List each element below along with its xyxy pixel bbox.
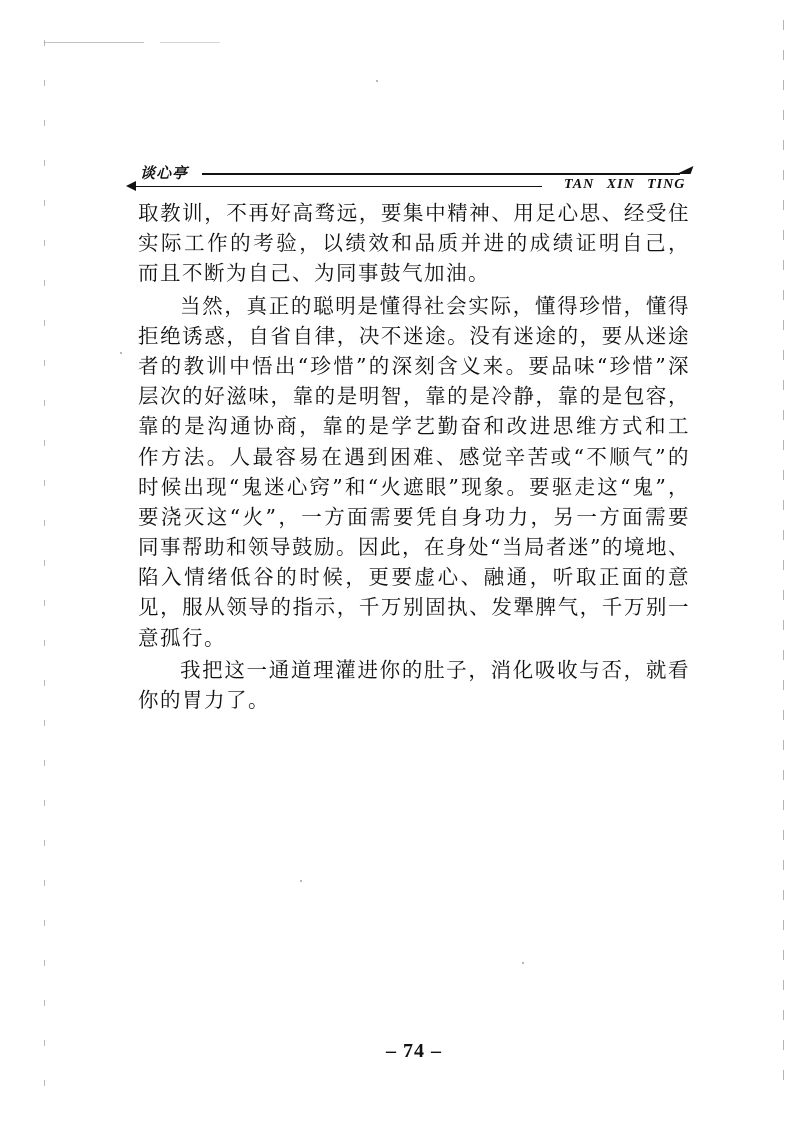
text-line: 陷入情绪低谷的时候，更要虚心、融通，听取正面的意: [138, 565, 690, 590]
scan-speck: [522, 962, 524, 964]
header-latin-title: TAN XIN TING: [564, 177, 686, 192]
text-line: 时候出现“鬼迷心窍”和“火遮眼”现象。要驱走这“鬼”，: [138, 474, 690, 499]
text-line: 同事帮助和领导鼓励。因此，在身处“当局者迷”的境地、: [138, 535, 690, 560]
body-text: [138, 198, 690, 715]
header-rule: [202, 173, 680, 175]
text-line: 而且不断为自己、为同事鼓气加油。: [138, 261, 490, 286]
scan-edge-right: [783, 20, 784, 1100]
text-line: 作方法。人最容易在遇到困难、感觉辛苦或“不顺气”的: [138, 444, 690, 469]
scan-speck: [300, 880, 302, 882]
page-number: – 74 –: [386, 1040, 442, 1062]
text-line: 见，服从领导的指示，千万别固执、发犟脾气，千万别一: [138, 595, 690, 620]
scan-speck: [120, 352, 122, 354]
header-arrow-line: [134, 186, 542, 187]
text-line: 我把这一通道理灌进你的肚子，消化吸收与否，就看: [180, 657, 690, 682]
scan-top-mark: [160, 42, 220, 43]
header-rule-tip: [677, 166, 694, 174]
header-title: 谈心亭: [140, 164, 189, 182]
text-line: 要浇灭这“火”，一方面需要凭自身功力，另一方面需要: [138, 504, 690, 529]
text-line: 你的胃力了。: [138, 688, 270, 712]
text-line: 层次的好滋味，靠的是明智，靠的是冷静，靠的是包容，: [138, 384, 690, 409]
scan-top-mark: [44, 42, 144, 43]
scan-edge-left: [44, 40, 45, 1100]
text-line: 靠的是沟通协商，靠的是学艺勤奋和改进思维方式和工: [138, 414, 690, 439]
text-line: 取教训，不再好高骛远，要集中精神、用足心思、经受住: [138, 201, 690, 225]
scan-speck: [376, 80, 378, 82]
text-line: 当然，真正的聪明是懂得社会实际，懂得珍惜，懂得: [180, 293, 690, 318]
text-line: 意孤行。: [138, 625, 226, 650]
text-line: 者的教训中悟出“珍惜”的深刻含义来。要品味“珍惜”深: [138, 353, 690, 378]
running-header: [126, 158, 692, 198]
text-line: 实际工作的考验，以绩效和品质并进的成绩证明自己，: [138, 231, 690, 256]
text-line: 拒绝诱惑，自省自律，决不迷途。没有迷途的，要从迷途: [138, 323, 690, 348]
